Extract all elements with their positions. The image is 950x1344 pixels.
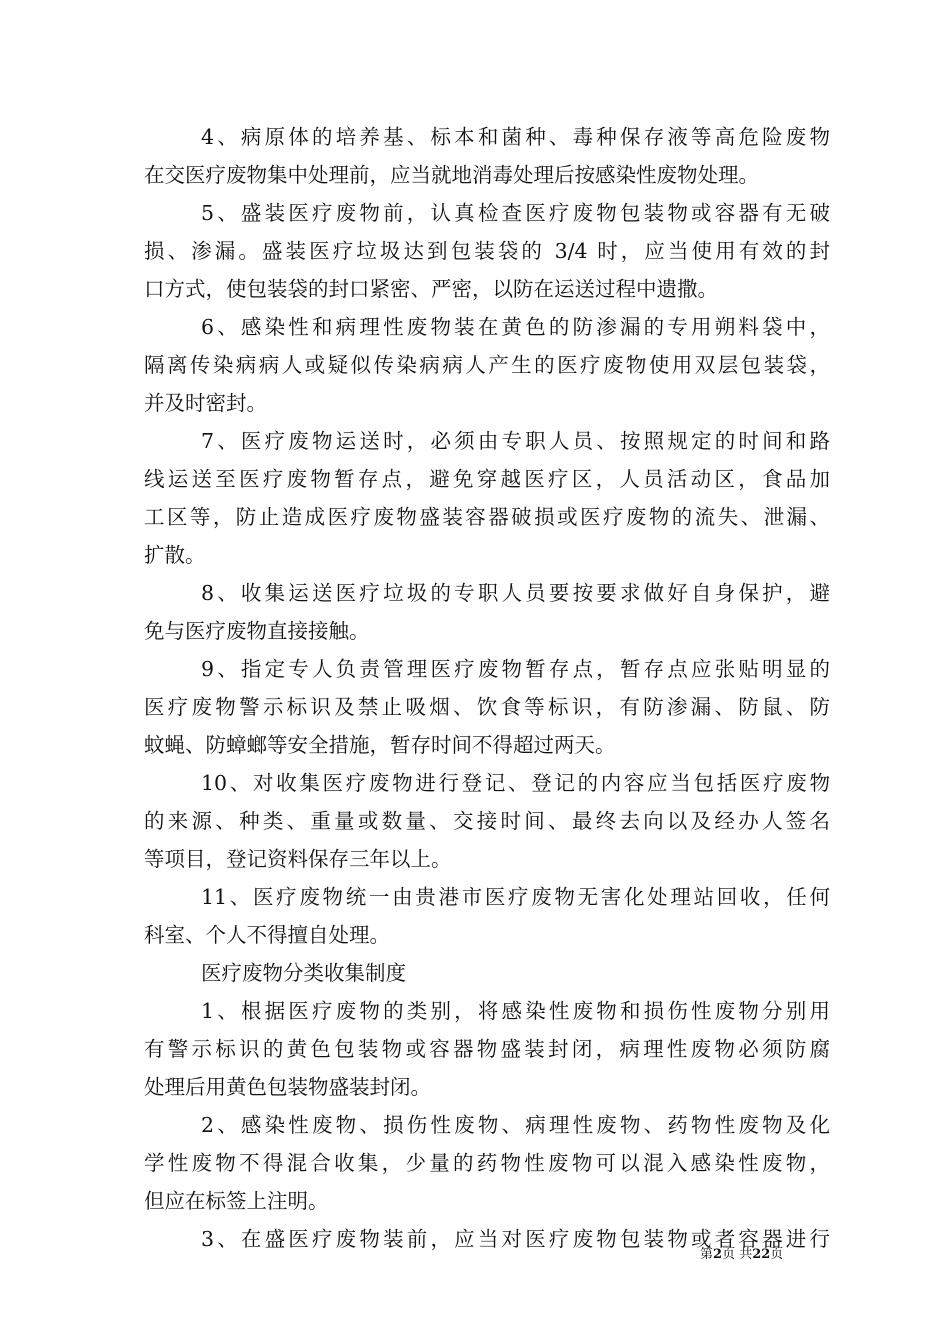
text-line: 科室、个人不得擅自处理。: [144, 923, 390, 947]
text-line: 扩散。: [144, 543, 206, 567]
text-line: 处理后用黄色包装物盛装封闭。: [144, 1075, 431, 1099]
section-heading: 医疗废物分类收集制度: [201, 961, 406, 985]
text-line: 有警示标识的黄色包装物或容器物盛装封闭，病理性废物必须防腐: [144, 1037, 830, 1061]
text-line: 等项目，登记资料保存三年以上。: [144, 847, 452, 871]
total-page-count: 22: [752, 1247, 771, 1262]
text-line: 4、病原体的培养基、标本和菌种、毒种保存液等高危险废物: [201, 125, 830, 149]
footer-prefix: 第: [700, 1247, 714, 1262]
footer-suffix: 页: [770, 1247, 784, 1262]
text-line: 9、指定专人负责管理医疗废物暂存点，暂存点应张贴明显的: [201, 657, 830, 681]
text-line: 工区等，防止造成医疗废物盛装容器破损或医疗废物的流失、泄漏、: [144, 505, 830, 529]
text-line: 学性废物不得混合收集，少量的药物性废物可以混入感染性废物，: [144, 1151, 830, 1175]
text-line: 11、医疗废物统一由贵港市医疗废物无害化处理站回收，任何: [201, 885, 830, 909]
current-page-number: 2: [713, 1247, 723, 1262]
text-line: 10、对收集医疗废物进行登记、登记的内容应当包括医疗废物: [201, 771, 830, 795]
text-line: 1、根据医疗废物的类别，将感染性废物和损伤性废物分别用: [201, 999, 830, 1023]
text-line: 线运送至医疗废物暂存点，避免穿越医疗区，人员活动区，食品加: [144, 467, 830, 491]
text-line: 口方式，使包装袋的封口紧密、严密，以防在运送过程中遗撒。: [144, 277, 718, 301]
text-line: 的来源、种类、重量或数量、交接时间、最终去向以及经办人签名: [144, 809, 830, 833]
text-line: 免与医疗废物直接接触。: [144, 619, 370, 643]
text-line: 损、渗漏。盛装医疗垃圾达到包装袋的 3/4 时，应当使用有效的封: [144, 239, 830, 263]
text-line: 6、感染性和病理性废物装在黄色的防渗漏的专用朔料袋中，: [201, 315, 830, 339]
text-line: 3、在盛医疗废物装前，应当对医疗废物包装物或者容器进行: [201, 1227, 830, 1251]
text-line: 隔离传染病病人或疑似传染病病人产生的医疗废物使用双层包装袋，: [144, 353, 830, 377]
text-line: 5、盛装医疗废物前，认真检查医疗废物包装物或容器有无破: [201, 201, 830, 225]
text-line: 7、医疗废物运送时，必须由专职人员、按照规定的时间和路: [201, 429, 830, 453]
text-line: 并及时密封。: [144, 391, 267, 415]
document-body: [144, 118, 830, 1258]
text-line: 但应在标签上注明。: [144, 1189, 329, 1213]
text-line: 8、收集运送医疗垃圾的专职人员要按要求做好自身保护，避: [201, 581, 830, 605]
page-footer: [700, 1246, 830, 1264]
text-line: 蚊蝇、防蟑螂等安全措施，暂存时间不得超过两天。: [144, 733, 616, 757]
text-line: 医疗废物警示标识及禁止吸烟、饮食等标识，有防渗漏、防鼠、防: [144, 695, 830, 719]
text-line: 2、感染性废物、损伤性废物、病理性废物、药物性废物及化: [201, 1113, 830, 1137]
footer-middle: 页 共: [722, 1247, 753, 1262]
text-line: 在交医疗废物集中处理前，应当就地消毒处理后按感染性废物处理。: [144, 163, 759, 187]
